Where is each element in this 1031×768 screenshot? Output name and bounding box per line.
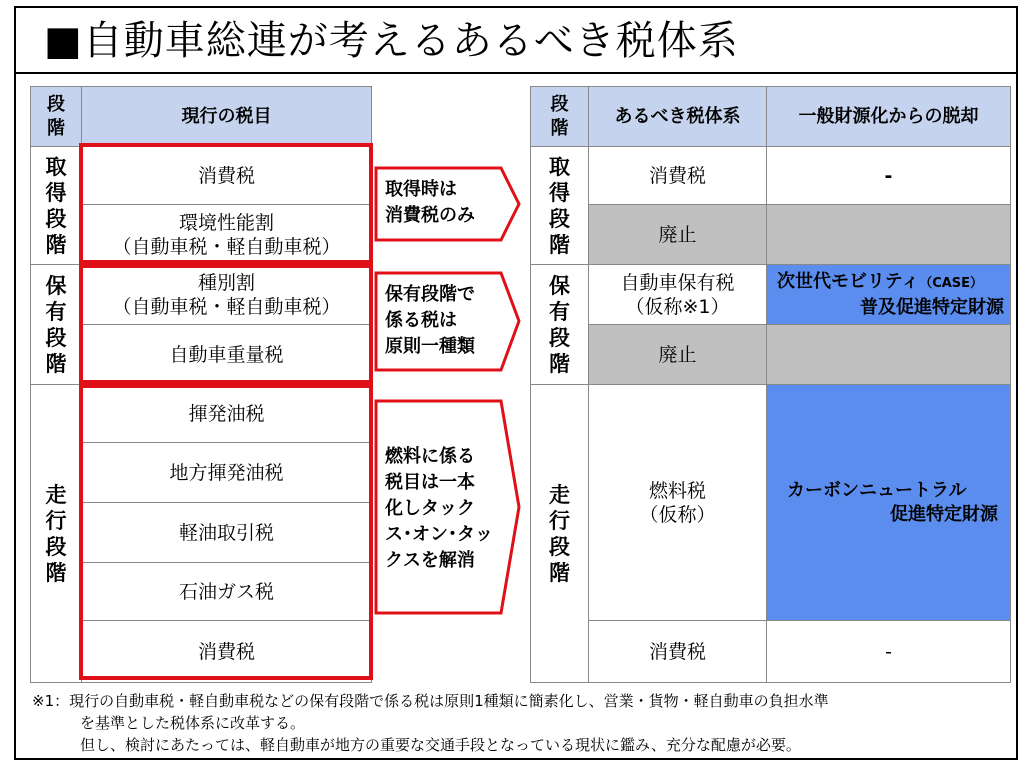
holding-highlight-box — [79, 264, 373, 384]
footnote-line-3: 但し、検討にあたっては、軽自動車が地方の重要な交通手段となっている現状に鑑み、充分な配慮が必要。 — [80, 736, 801, 754]
footnote-line-2: を基準とした税体系に改革する。 — [80, 714, 306, 732]
stage-holding: 保 有 段 階 — [31, 265, 82, 385]
footnote-line-1: ※1：現行の自動車税・軽自動車税などの保有段階で係る税は原則1種類に簡素化し、営業・貨物・軽自動車の負担水準 — [32, 692, 829, 710]
row-weight-tax: 自動車重量税 — [82, 325, 372, 385]
cell-carbon-neutral-fund: カーボンニュートラル 促進特定財源 — [767, 385, 1011, 621]
cell-abolished-2-general — [767, 325, 1011, 385]
arrow-acquisition — [373, 165, 523, 243]
stage-acquisition: 取 得 段 階 — [31, 147, 82, 265]
arrow-driving-label: 燃料に係る 税目は一本 化しタック ス･オン･タッ クスを解消 — [385, 446, 493, 571]
header-current-tax: 現行の税目 — [82, 87, 372, 147]
row-lpg-tax: 石油ガス税 — [82, 563, 372, 621]
row-diesel-tax: 軽油取引税 — [82, 503, 372, 563]
stage-driving: 走 行 段 階 — [31, 385, 82, 683]
cell-consumption-general-2: - — [767, 621, 1011, 683]
cell-fuel-tax: 燃料税 （仮称） — [589, 385, 767, 621]
arrow-holding-label: 保有段階で 係る税は 原則一種類 — [385, 284, 475, 357]
row-env-performance: 環境性能割 （自動車税・軽自動車税） — [82, 205, 372, 265]
cell-abolished-1: 廃止 — [589, 205, 767, 265]
arrow-holding — [373, 270, 523, 373]
header-stage: 段 階 — [31, 87, 82, 147]
cell-consumption-general: - — [767, 147, 1011, 205]
row-gasoline-tax: 揮発油税 — [82, 385, 372, 443]
cell-consumption-tax: 消費税 — [589, 147, 767, 205]
acquisition-highlight-box — [79, 143, 373, 264]
row-local-gasoline-tax: 地方揮発油税 — [82, 443, 372, 503]
cell-consumption-tax-2: 消費税 — [589, 621, 767, 683]
arrow-acquisition-label: 取得時は 消費税のみ — [385, 179, 475, 226]
stage-driving-right: 走 行 段 階 — [531, 385, 589, 683]
header-general-fund: 一般財源化からの脱却 — [767, 87, 1011, 147]
stage-holding-right: 保 有 段 階 — [531, 265, 589, 385]
cell-abolished-1-general — [767, 205, 1011, 265]
row-consumption-tax: 消費税 — [82, 147, 372, 205]
cell-vehicle-holding-tax: 自動車保有税 （仮称※1） — [589, 265, 767, 325]
driving-highlight-box — [79, 384, 373, 680]
header-stage-right: 段 階 — [531, 87, 589, 147]
page-title: ■自動車総連が考えるあるべき税体系 — [44, 18, 739, 64]
stage-acquisition-right: 取 得 段 階 — [531, 147, 589, 265]
row-type-tax: 種別割 （自動車税・軽自動車税） — [82, 265, 372, 325]
row-consumption-tax-2: 消費税 — [82, 621, 372, 683]
arrow-driving — [373, 398, 523, 616]
cell-abolished-2: 廃止 — [589, 325, 767, 385]
header-proposed-system: あるべき税体系 — [589, 87, 767, 147]
proposed-tax-table — [530, 86, 1011, 683]
title-divider — [16, 72, 1016, 74]
cell-case-fund: 次世代モビリティ（CASE） 普及促進特定財源 — [767, 265, 1011, 325]
